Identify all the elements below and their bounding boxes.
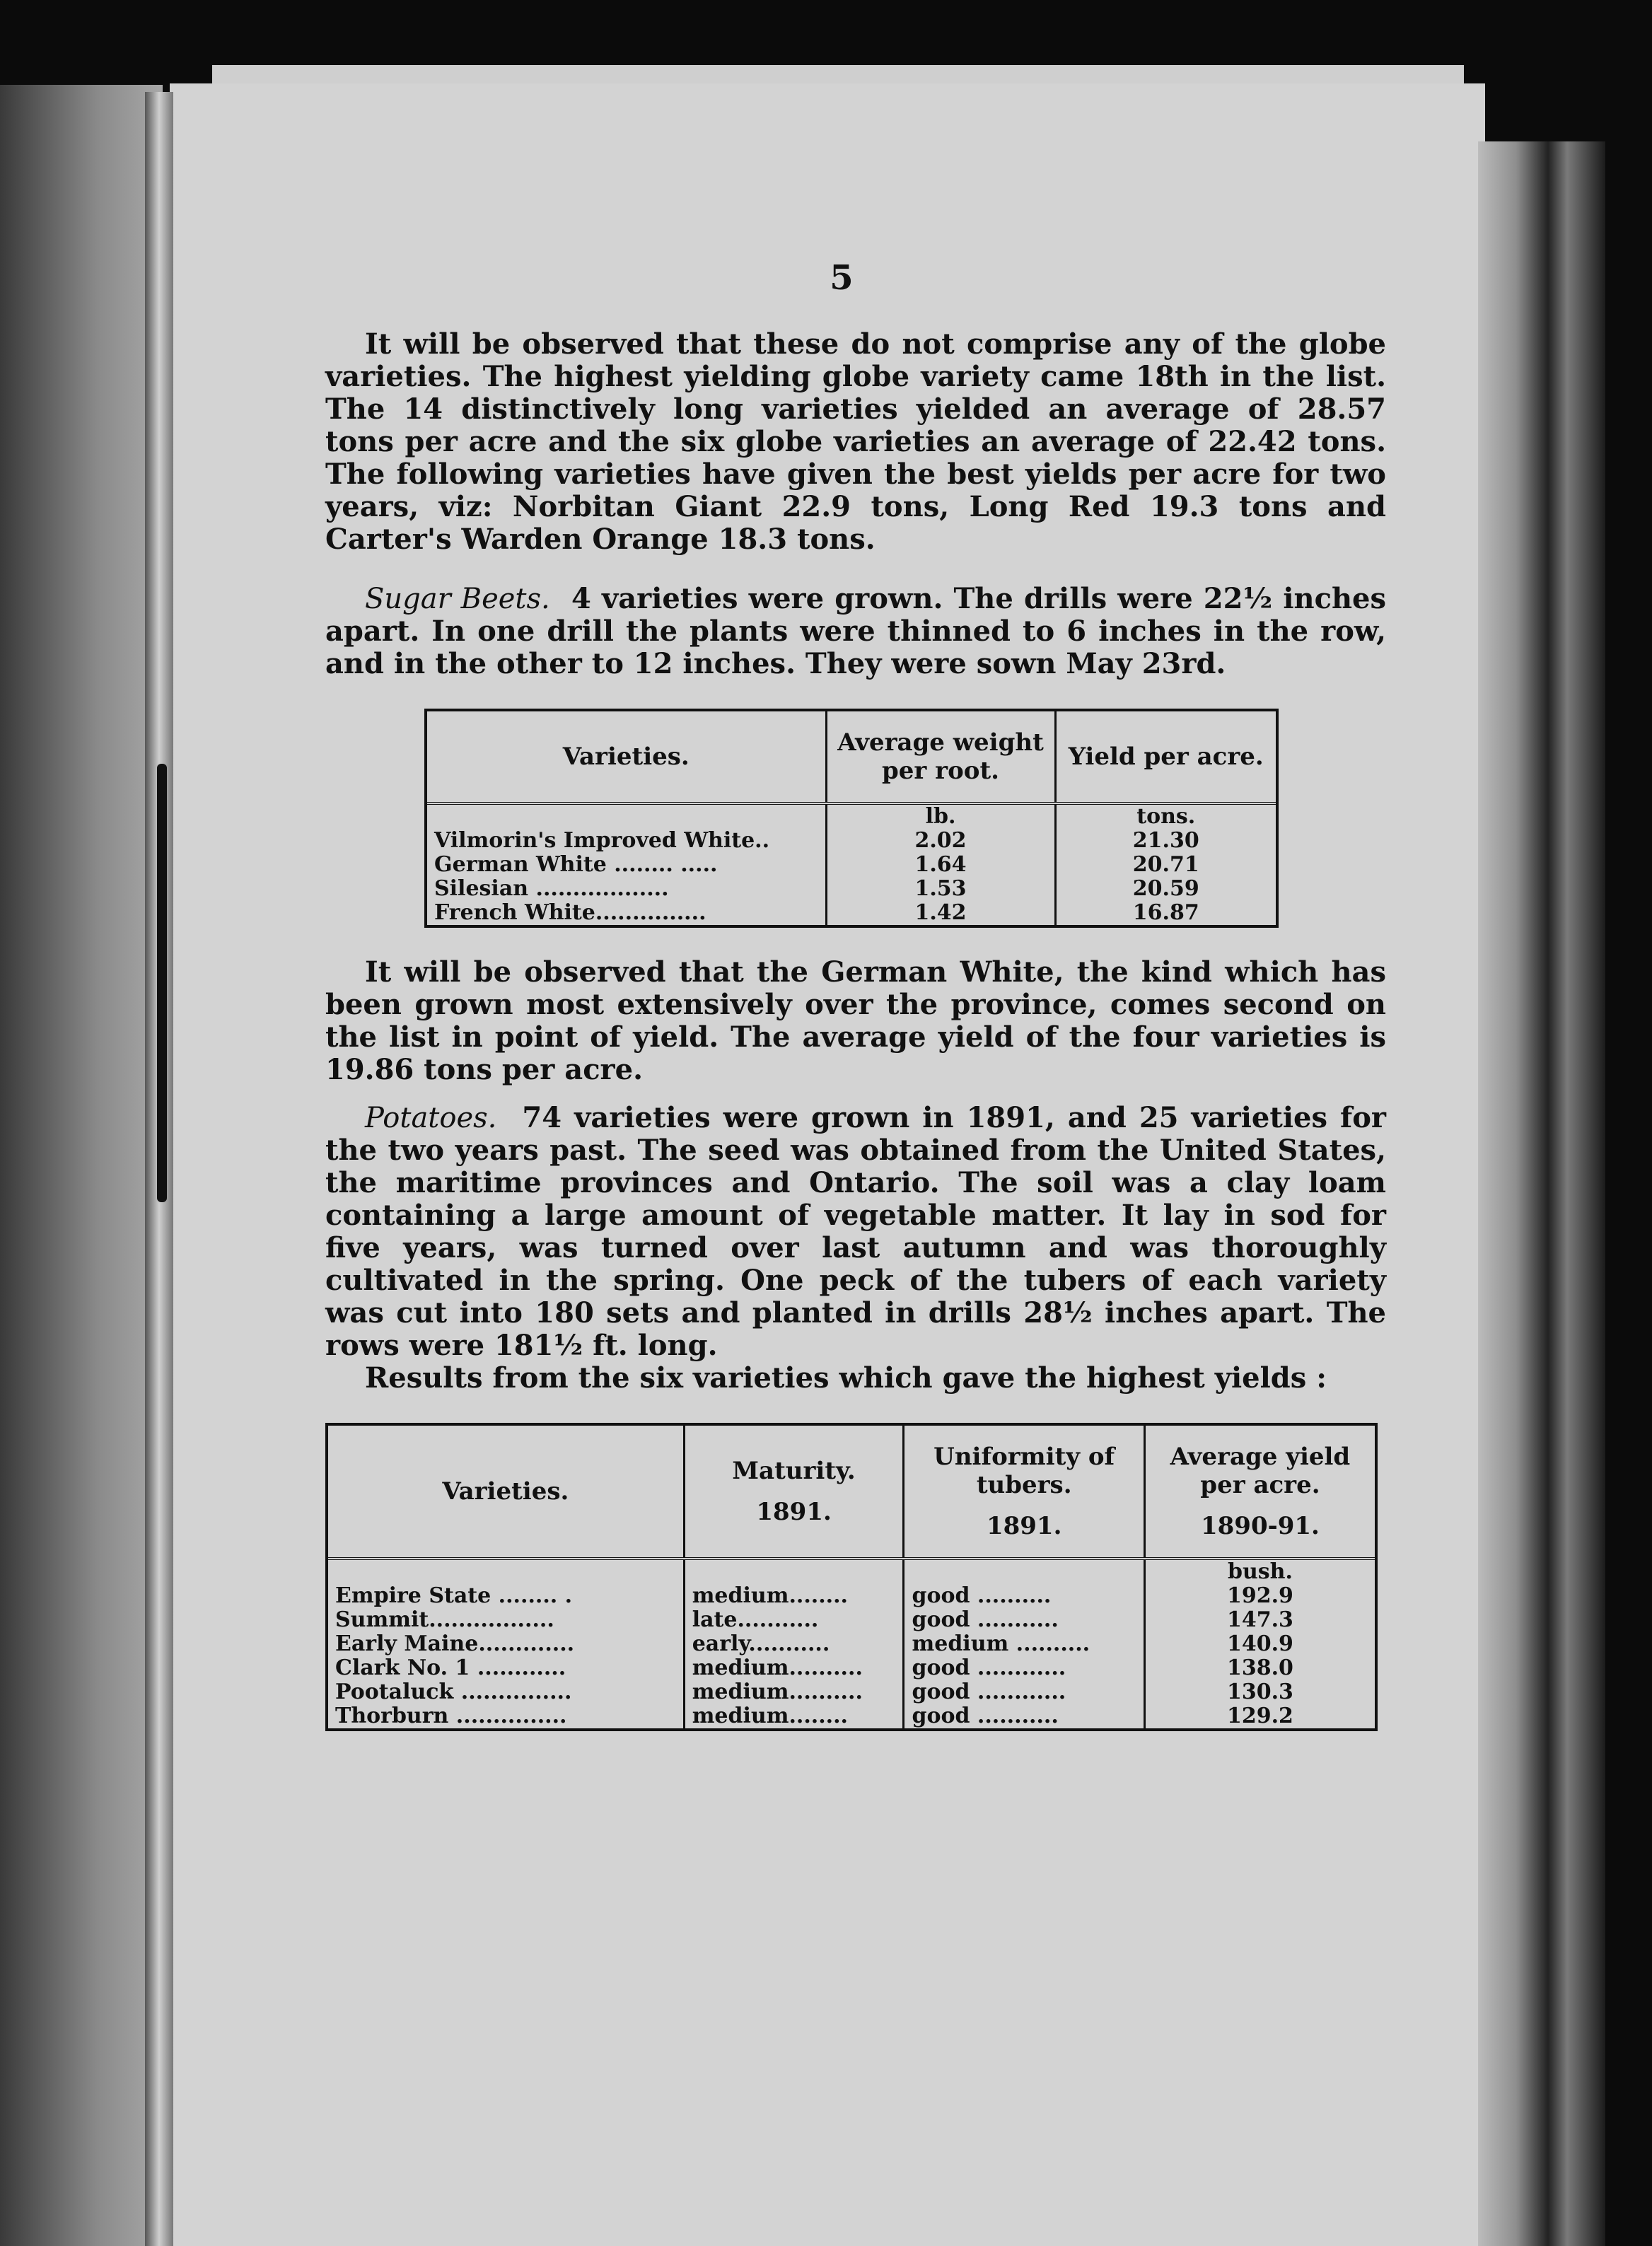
uniformity-value: good ..........: [904, 1584, 1144, 1608]
table-row: [427, 853, 1276, 877]
col-header-average-yield: Average yield per acre. 1890-91.: [1170, 1443, 1351, 1540]
yield-value: 130.3: [1226, 1680, 1293, 1704]
col-header-average-weight: Average weight per root.: [826, 711, 1055, 803]
table-row: [427, 877, 1276, 901]
variety-name: Summit.................: [328, 1608, 684, 1632]
unit-label: lb.: [826, 803, 1055, 829]
page-content: [325, 258, 1387, 1731]
unit-label: tons.: [1136, 804, 1196, 829]
yield-value: 20.59: [1132, 876, 1199, 901]
paragraph-potatoes: [325, 1102, 1386, 1362]
maturity-value: early...........: [684, 1632, 904, 1656]
yield-value: 140.9: [1226, 1631, 1293, 1656]
yield-value: 129.2: [1226, 1704, 1293, 1728]
table-row: [328, 1680, 1375, 1704]
maturity-value: medium........: [684, 1704, 904, 1728]
table-row: [427, 803, 1276, 829]
variety-name: Vilmorin's Improved White..: [427, 829, 826, 853]
maturity-value: late...........: [684, 1608, 904, 1632]
maturity-value: medium..........: [684, 1680, 904, 1704]
potatoes-text: 74 varieties were grown in 1891, and 25 varieties for the two years past. The seed was obtained from the United States, the maritime provinces and Ontario. The soil was a clay loam containing a large amount of vegetable matter. It lay in sod for five years, was turned over last autumn and was thoroughly cultivated in the spring. One peck of the tubers of each variety was cut into 180 sets and planted in drills 28½ inches apart. The rows were 181½ ft. long.: [325, 1101, 1386, 1362]
sugar-beets-table: [424, 709, 1279, 928]
uniformity-value: good ............: [904, 1680, 1144, 1704]
yield-value: 20.71: [1132, 852, 1199, 877]
variety-name: French White...............: [427, 901, 826, 925]
table-row: [328, 1584, 1375, 1608]
sugar-beets-heading: Sugar Beets.: [365, 583, 550, 615]
weight-value: 1.42: [826, 901, 1055, 925]
table-row: [328, 1632, 1375, 1656]
table-row: [328, 1559, 1375, 1584]
maturity-value: medium..........: [684, 1656, 904, 1680]
potatoes-heading: Potatoes.: [365, 1102, 497, 1134]
paragraph-german-white: It will be observed that the German White, the kind which has been grown most extensively over the province, comes second on the list in point of yield. The average yield of the four varieties is 19.86 tons per acre.: [325, 955, 1386, 1086]
page-number: 5: [830, 258, 854, 298]
variety-name: German White ........ .....: [427, 853, 826, 877]
col-header-uniformity: Uniformity of tubers. 1891.: [904, 1426, 1144, 1559]
col-header-varieties: Varieties.: [328, 1426, 684, 1559]
uniformity-value: good ...........: [904, 1704, 1144, 1728]
paragraph-globe-varieties: It will be observed that these do not comprise any of the globe varieties. The highest yielding globe variety came 18th in the list. The 14 distinctively long varieties yielded an average of 28.57 tons per acre and the six globe varieties an average of 22.42 tons. The following varieties have given the best yields per acre for two years, viz: Norbitan Giant 22.9 tons, Long Red 19.3 tons and Carter's Warden Orange 18.3 tons.: [325, 327, 1386, 556]
sugar-beets-text: 4 varieties were grown. The drills were 22½ inches apart. In one drill the plants were thinned to 6 inches in the row, and in the other to 12 inches. They were sown May 23rd.: [325, 582, 1387, 680]
variety-name: Empire State ........ .: [328, 1584, 684, 1608]
variety-name: Early Maine.............: [328, 1632, 684, 1656]
table-row: [328, 1704, 1375, 1728]
table-row: [427, 829, 1276, 853]
yield-value: 138.0: [1226, 1656, 1293, 1680]
maturity-value: medium........: [684, 1584, 904, 1608]
table-row: [328, 1656, 1375, 1680]
left-page-leaf: [0, 85, 163, 2246]
binding-thread: [157, 764, 167, 1202]
col-header-maturity: Maturity. 1891.: [684, 1426, 904, 1559]
weight-value: 1.53: [826, 877, 1055, 901]
uniformity-value: medium ..........: [904, 1632, 1144, 1656]
weight-value: 1.64: [826, 853, 1055, 877]
yield-value: 147.3: [1226, 1607, 1293, 1632]
table-row: [328, 1608, 1375, 1632]
table-row: [427, 901, 1276, 925]
variety-name: Silesian ..................: [427, 877, 826, 901]
variety-name: Thorburn ...............: [328, 1704, 684, 1728]
col-header-yield: Yield per acre.: [1068, 743, 1264, 771]
uniformity-value: good ............: [904, 1656, 1144, 1680]
uniformity-value: good ...........: [904, 1608, 1144, 1632]
variety-name: Clark No. 1 ............: [328, 1656, 684, 1680]
yield-value: 16.87: [1132, 900, 1199, 925]
col-header-varieties: Varieties.: [427, 711, 826, 803]
potatoes-table: [325, 1423, 1378, 1731]
paragraph-sugar-beets: [325, 583, 1386, 680]
variety-name: Pootaluck ...............: [328, 1680, 684, 1704]
results-line: Results from the six varieties which gave the highest yields :: [365, 1361, 1327, 1395]
page-stack-edges: [1478, 141, 1605, 2246]
unit-label: bush.: [1227, 1559, 1293, 1584]
yield-value: 21.30: [1132, 828, 1199, 853]
weight-value: 2.02: [826, 829, 1055, 853]
yield-value: 192.9: [1226, 1583, 1293, 1608]
